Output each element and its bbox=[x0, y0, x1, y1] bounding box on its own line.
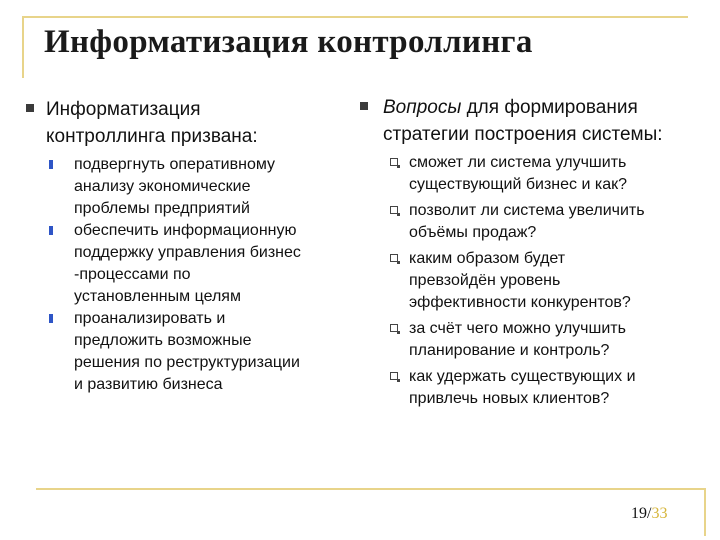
left-item-line: проанализировать и bbox=[74, 310, 226, 327]
right-item-line: сможет ли система улучшить bbox=[409, 154, 627, 171]
left-column bbox=[26, 96, 356, 396]
bar-bullet-icon bbox=[49, 226, 53, 235]
right-item-line: привлечь новых клиентов? bbox=[409, 390, 610, 407]
frame-top-line bbox=[22, 16, 688, 18]
right-heading-line2: стратегии построения системы: bbox=[383, 124, 663, 145]
page-current: 19 bbox=[631, 505, 647, 522]
square-bullet-icon bbox=[26, 104, 34, 112]
checkbox-bullet-icon bbox=[390, 324, 398, 332]
page-separator: / bbox=[647, 505, 652, 522]
frame-bottom-line bbox=[36, 488, 706, 490]
left-item-line: проблемы предприятий bbox=[74, 200, 250, 217]
right-item-line: каким образом будет bbox=[409, 250, 566, 267]
right-item-line: за счёт чего можно улучшить bbox=[409, 320, 626, 337]
page-number bbox=[631, 505, 667, 523]
right-sub-list bbox=[390, 152, 710, 410]
left-item-line: обеспечить информационную bbox=[74, 222, 297, 239]
right-sub-item bbox=[390, 248, 710, 314]
square-bullet-icon bbox=[360, 102, 368, 110]
left-item-line: предложить возможные bbox=[74, 332, 252, 349]
left-item-line: и развитию бизнеса bbox=[74, 376, 223, 393]
checkbox-bullet-icon bbox=[390, 372, 398, 380]
checkbox-bullet-icon bbox=[390, 254, 398, 262]
left-main-bullet bbox=[26, 96, 356, 150]
right-item-line: превзойдён уровень bbox=[409, 272, 561, 289]
bar-bullet-icon bbox=[49, 314, 53, 323]
left-heading-line1: Информатизация bbox=[46, 99, 201, 120]
left-heading-line2: контроллинга призвана: bbox=[46, 126, 258, 147]
frame-left-line bbox=[22, 16, 24, 78]
right-heading-italic: Вопросы bbox=[383, 97, 462, 118]
left-sub-item bbox=[49, 154, 356, 220]
left-item-line: решения по реструктуризации bbox=[74, 354, 300, 371]
left-sub-item bbox=[49, 308, 356, 396]
right-sub-item bbox=[390, 152, 710, 196]
left-item-line: анализу экономические bbox=[74, 178, 251, 195]
right-sub-item bbox=[390, 200, 710, 244]
right-sub-item bbox=[390, 366, 710, 410]
left-item-line: установленным целям bbox=[74, 288, 241, 305]
right-sub-item bbox=[390, 318, 710, 362]
frame-right-line bbox=[704, 488, 706, 536]
page-total: 33 bbox=[651, 505, 668, 522]
right-item-line: существующий бизнес и как? bbox=[409, 176, 627, 193]
left-item-line: -процессами по bbox=[74, 266, 191, 283]
right-column bbox=[360, 94, 710, 410]
slide-title: Информатизация контроллинга bbox=[44, 24, 533, 60]
right-heading-rest: для формирования bbox=[461, 97, 638, 118]
right-item-line: эффективности конкурентов? bbox=[409, 294, 631, 311]
right-heading-line1 bbox=[383, 94, 710, 121]
left-sub-list bbox=[49, 154, 356, 396]
checkbox-bullet-icon bbox=[390, 206, 398, 214]
right-item-line: планирование и контроль? bbox=[409, 342, 610, 359]
right-item-line: позволит ли система увеличить bbox=[409, 202, 645, 219]
right-item-line: объёмы продаж? bbox=[409, 224, 537, 241]
checkbox-bullet-icon bbox=[390, 158, 398, 166]
left-item-line: подвергнуть оперативному bbox=[74, 156, 276, 173]
left-sub-item bbox=[49, 220, 356, 308]
right-main-bullet bbox=[360, 94, 710, 148]
bar-bullet-icon bbox=[49, 160, 53, 169]
left-item-line: поддержку управления бизнес bbox=[74, 244, 301, 261]
right-item-line: как удержать существующих и bbox=[409, 368, 636, 385]
